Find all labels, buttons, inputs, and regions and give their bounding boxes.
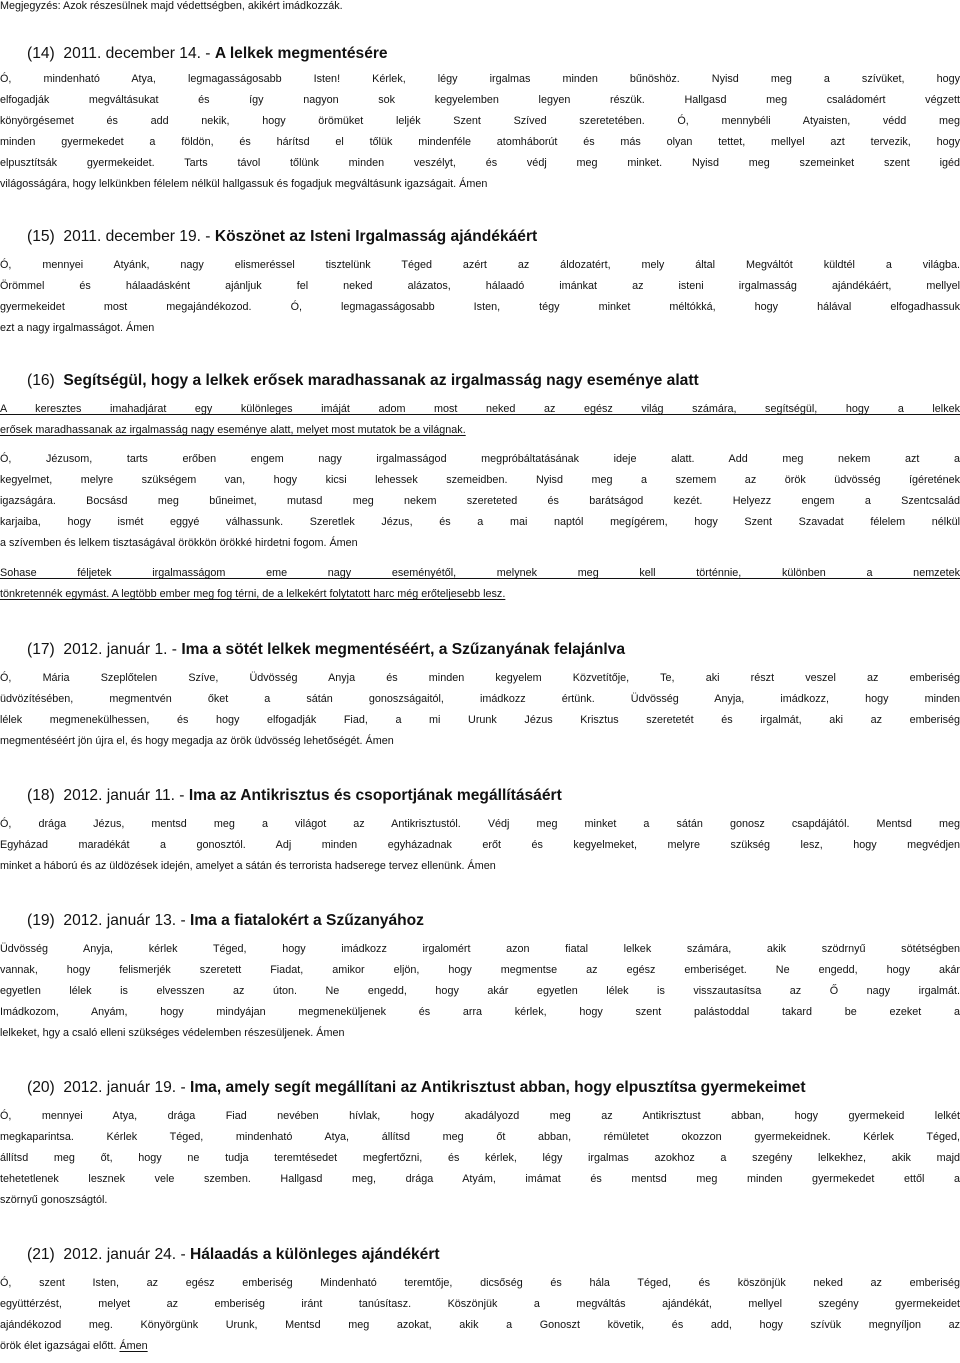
paragraph-line: minden gyermekedet a földön, és hárítsd el tőlük mindenféle atomháborút és más olyan tettet, mellyel azt tervezik, hogy: [0, 136, 960, 148]
message-title: A lelkek megmentésére: [214, 45, 388, 62]
message-16-heading: [27, 371, 699, 392]
paragraph-line-text: örök élet igazságai előtt.: [0, 1340, 117, 1352]
message-number: (17): [27, 641, 55, 658]
message-number: (19): [27, 912, 55, 929]
outro-line: Sohase féljetek irgalmasságom eme nagy eseményétől, melynek meg kell történnie, különben a nemzetek: [0, 567, 960, 579]
message-21-heading: [27, 1245, 440, 1266]
paragraph-line: Ó, mennyei Atyánk, nagy elismeréssel tisztelünk Téged azért az áldozatért, mely által Megváltót küldtél a világba.: [0, 259, 960, 271]
message-17-heading: [27, 640, 625, 661]
message-number: (14): [27, 45, 55, 62]
paragraph-line: a szívemben és lelkem tisztaságával örökkön örökké hirdetni fogom. Ámen: [0, 537, 358, 549]
paragraph-line: Egyházad maradékát a gonosztól. Adj minden egyházadnak erőt és kegyelmeket, melyre szükség lesz, hogy megvédjen: [0, 839, 960, 851]
paragraph-line: karjaiba, hogy ismét eggyé válhassunk. Szeretlek Jézus, és a mai naptól megígérem, hogy Szent Szavadat félelem nélkül: [0, 516, 960, 528]
message-date: 2012. január 24. -: [63, 1246, 190, 1263]
message-date: 2012. január 19. -: [63, 1079, 190, 1096]
paragraph-line: minket a háború és az üldözések idején, amelyet a sátán és terrorista hadserege tervez ellenünk. Ámen: [0, 860, 496, 872]
message-number: (20): [27, 1079, 55, 1096]
paragraph-line: Ó, mindenható Atya, legmagasságosabb Isten! Kérlek, légy irgalmas minden bűnöshöz. Nyisd meg a szívüket, hogy: [0, 73, 960, 85]
paragraph-line: Ó, szent Isten, az egész emberiség Mindenható teremtője, dicsőség és hála Téged, és köszönjük neked az emberiség: [0, 1277, 960, 1289]
paragraph-line: Üdvösség Anyja, kérlek Téged, hogy imádkozz irgalomért azon fiatal lelkek számára, akik szödrnyű sötétségben: [0, 943, 960, 955]
message-date: 2011. december 14. -: [63, 45, 215, 62]
message-15-heading: [27, 227, 537, 248]
paragraph-line: gyermekeidet most megajándékozod. Ó, legmagasságosabb Isten, tégy minket méltókká, hogy hálával elfogadhassuk: [0, 301, 960, 313]
message-title: Köszönet az Isteni Irgalmasság ajándékáért: [214, 228, 538, 245]
message-date: 2011. december 19. -: [63, 228, 215, 245]
outro-line: tönkretennék egymást. A legtöbb ember meg fog térni, de a lelkekért folytatott harc még erőteljesebb lesz.: [0, 588, 506, 600]
message-title: Ima, amely segít megállítani az Antikrisztust abban, hogy elpusztítsa gyermekeimet: [189, 1079, 806, 1096]
paragraph-line: tehetetlenek lesznek vele szemben. Hallgasd meg, drága Atyám, imámat és mentsd meg minden gyermekedet ettől a: [0, 1173, 960, 1185]
paragraph-line: Ó, Jézusom, tarts erőben engem nagy irgalmasságod megpróbáltatásának ideje alatt. Add meg nekem azt a: [0, 453, 960, 465]
message-title: Segítségül, hogy a lelkek erősek maradhassanak az irgalmasság nagy eseménye alatt: [63, 372, 699, 389]
paragraph-line: állítsd meg őt, hogy ne tudja teremtésedet megfertőzni, és kérlek, légy irgalmas azokhoz a szegény lelkekhez, akik majd: [0, 1152, 960, 1164]
paragraph-line: lelkeket, hgy a csaló elleni szükséges védelemben részesüljenek. Ámen: [0, 1027, 345, 1039]
paragraph-line: egyetlen lélek is elvesszen az úton. Ne engedd, hogy akár egyetlen lélek is visszautasítsa az Ő nagy irgalmát.: [0, 985, 960, 997]
message-title: Ima az Antikrisztus és csoportjának megállításáért: [188, 787, 562, 804]
paragraph-line: vannak, hogy felismerjék szeretett Fiadat, amikor eljön, hogy megmentse az egész emberiséget. Ne engedd, hogy akár: [0, 964, 960, 976]
message-title: Ima a sötét lelkek megmentéséért, a Szűzanyának felajánlva: [181, 641, 626, 658]
message-date: 2012. január 13. -: [63, 912, 190, 929]
paragraph-line: együttérzést, melyet az emberiség iránt tanúsítasz. Köszönjük a megváltás ajándékát, mellyel szegény gyermekeidet: [0, 1298, 960, 1310]
paragraph-line: lélek megmenekülhessen, és hogy elfogadják Fiad, a mi Urunk Jézus Krisztus szeretetét és irgalmát, aki az emberiség: [0, 714, 960, 726]
intro-line: erősek maradhassanak az irgalmasság nagy eseménye alatt, melyet most mutatok be a világnak.: [0, 424, 466, 436]
paragraph-line: üdvözítésében, megmentvén őket a sátán gonoszságaitól, imádkozz értünk. Üdvösség Anyja, imádkozz, hogy minden: [0, 693, 960, 705]
paragraph-line: ezt a nagy irgalmasságot. Ámen: [0, 322, 155, 334]
paragraph-line: világosságára, hogy lelkünkben félelem nélkül hallgassuk és fogadjuk megváltásunk igazságait. Ámen: [0, 178, 488, 190]
paragraph-line: [0, 1336, 960, 1357]
paragraph-line: könyörgésemet és add nekik, hogy örömüket leljék Szent Szíved szeretetében. Ó, mennybéli Atyaisten, védd meg: [0, 115, 960, 127]
paragraph-line: elpusztítsák gyermekeidet. Tarts távol tőlünk minden veszélyt, és védj meg minket. Nyisd meg szemeinket szent igéd: [0, 157, 960, 169]
message-20-heading: [27, 1078, 806, 1099]
paragraph-line: megkaparintsa. Kérlek Téged, mindenható Atya, állítsd meg őt abban, rémületet okozzon gyermekeidnek. Kérlek Téged,: [0, 1131, 960, 1143]
message-title: Hálaadás a különleges ajándékért: [189, 1246, 440, 1263]
message-number: (18): [27, 787, 55, 804]
paragraph-line: elfogadják megváltásukat és így nagyon sok kegyelemben legyen részük. Hallgasd meg családomért végzett: [0, 94, 960, 106]
message-number: (21): [27, 1246, 55, 1263]
paragraph-line: megmentéséért jön újra el, és hogy megadja az örök üdvösség lehetőségét. Ámen: [0, 735, 394, 747]
paragraph-line: ajándékozod meg. Könyörgünk Urunk, Mentsd meg azokat, akik a Gonoszt követik, és add, hogy szívük megnyíljon az: [0, 1319, 960, 1331]
message-title: Ima a fiatalokért a Szűzanyához: [189, 912, 424, 929]
paragraph-line: Ó, mennyei Atya, drága Fiad nevében hívlak, hogy akadályozd meg az Antikrisztust abban, hogy gyermekeid lelkét: [0, 1110, 960, 1122]
message-date: 2012. január 1. -: [63, 641, 182, 658]
note-line: Megjegyzés: Azok részesülnek majd védettségben, akikért imádkozzák.: [0, 0, 343, 12]
paragraph-line: Imádkozom, Anyám, hogy mindyájan megmeneküljenek és arra kérlek, hogy szent palástoddal takard be ezeket a: [0, 1006, 960, 1018]
message-19-heading: [27, 911, 424, 932]
paragraph-line: igazságára. Bocsásd meg bűneimet, mutasd meg nekem szereteted és barátságod kezét. Helyezz engem a Szentcsalád: [0, 495, 960, 507]
paragraph-line: szörnyű gonoszságtól.: [0, 1194, 108, 1206]
message-number: (16): [27, 372, 55, 389]
paragraph-line: Ó, drága Jézus, mentsd meg a világot az Antikrisztustól. Védj meg minket a sátán gonosz csapdájától. Mentsd meg: [0, 818, 960, 830]
paragraph-line: kegyelmet, melyre szükségem van, hogy kicsi lehessek szemeidben. Nyisd meg a szemem az örök üdvösség ígéretének: [0, 474, 960, 486]
message-14-heading: [27, 44, 388, 65]
message-date: 2012. január 11. -: [63, 787, 189, 804]
message-18-heading: [27, 786, 562, 807]
paragraph-line: Ó, Mária Szeplőtelen Szíve, Üdvösség Anyja és minden kegyelem Közvetítője, Te, aki részt veszel az emberiség: [0, 672, 960, 684]
paragraph-line: Örömmel és hálaadásként ajánljuk fel neked alázatos, hálaadó imánkat az isteni irgalmasság ajándékáért, mellyel: [0, 280, 960, 292]
intro-line: A keresztes imahadjárat egy különleges imáját adom most neked az egész világ számára, segítségül, hogy a lelkek: [0, 403, 960, 415]
amen-underlined: Ámen: [119, 1340, 148, 1352]
message-number: (15): [27, 228, 55, 245]
